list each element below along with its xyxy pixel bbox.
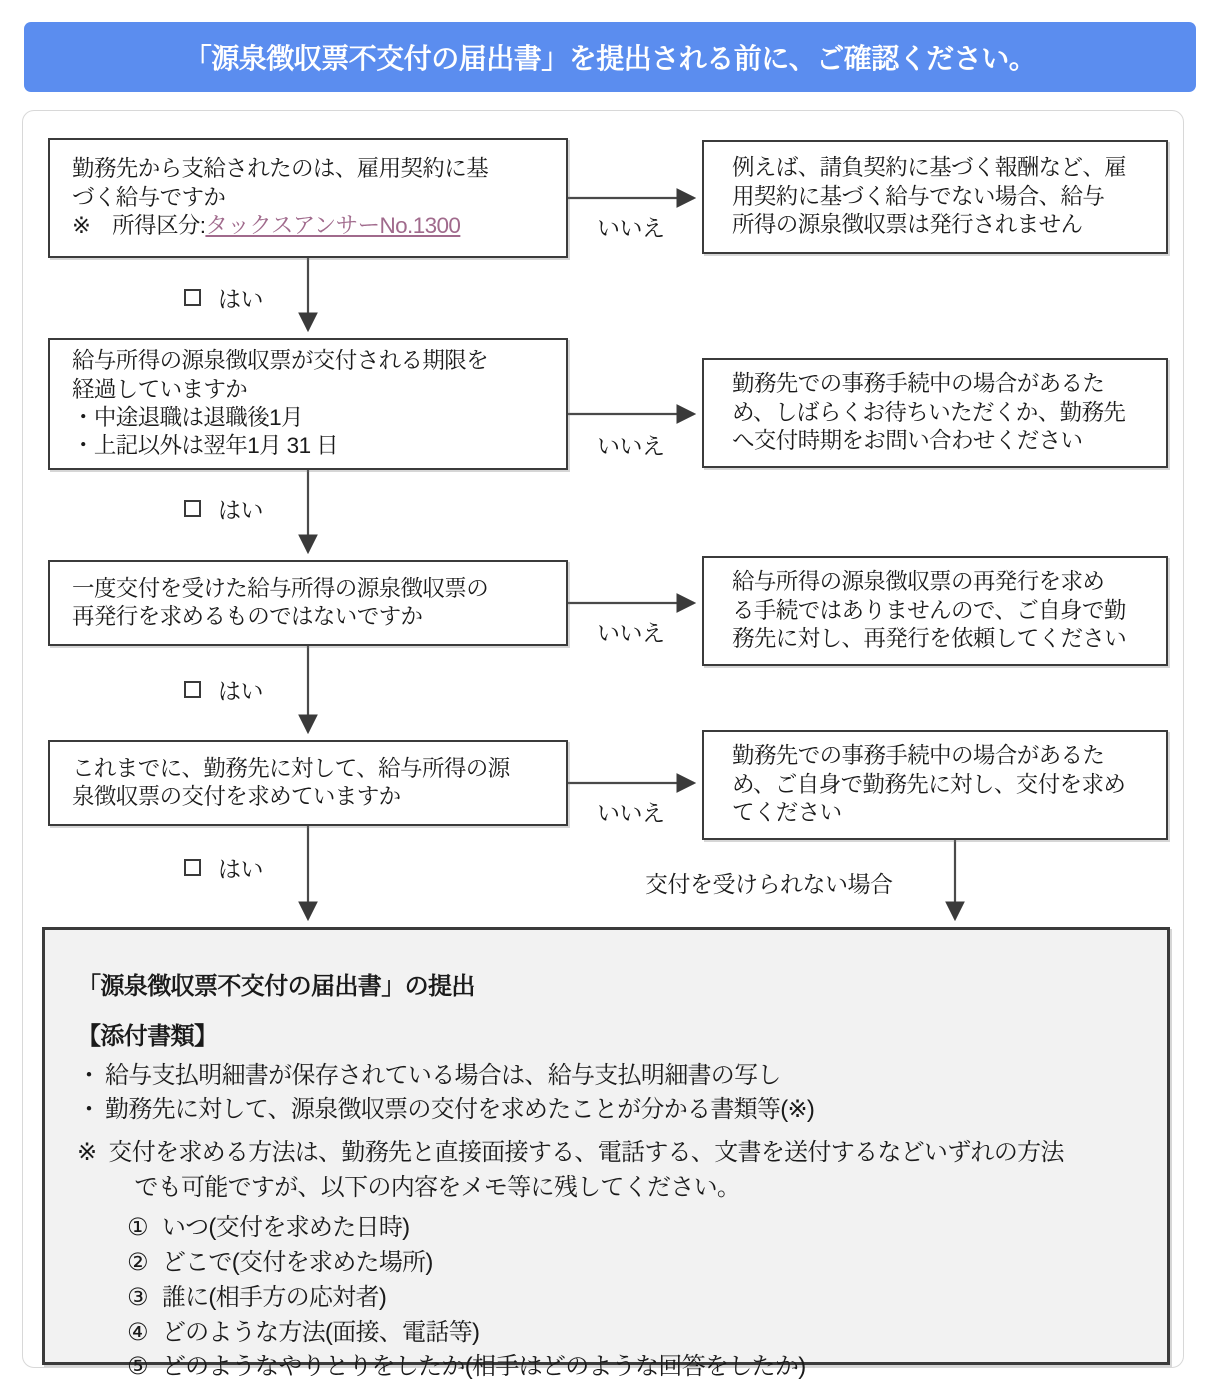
question-2-line-2: 経過していますか	[72, 376, 248, 402]
answer-4-line-3: てください	[732, 800, 842, 826]
answer-1-line-1: 例えば、請負契約に基づく報酬など、雇	[732, 155, 1127, 181]
branch-label-yes-2[interactable]	[184, 492, 263, 525]
question-box-2	[48, 338, 568, 470]
answer-box-1	[702, 140, 1168, 254]
list-marker-3: ③	[127, 1283, 148, 1311]
branch-label-yes-1-text: はい	[218, 286, 263, 312]
note-mark-icon: ※	[77, 1139, 97, 1167]
checkbox-empty-icon[interactable]	[184, 289, 201, 306]
list-marker-1: ①	[127, 1214, 148, 1242]
question-1-note	[72, 212, 552, 240]
list-item-1-text: いつ(交付を求めた日時)	[161, 1214, 410, 1242]
result-note-line-2: でも可能ですが、以下の内容をメモ等に残してください。	[134, 1174, 741, 1202]
list-item-3-text: 誰に(相手方の応対者)	[161, 1283, 387, 1311]
result-bullet-1-text: 給与支払明細書が保存されている場合は、給与支払明細書の写し	[105, 1062, 781, 1089]
result-bullet-item	[77, 1093, 1137, 1127]
list-marker-2: ②	[127, 1249, 148, 1277]
checkbox-empty-icon[interactable]	[184, 681, 201, 698]
list-item	[127, 1211, 1137, 1246]
page-title: 「源泉徴収票不交付の届出書」を提出される前に、ご確認ください。	[183, 43, 1037, 74]
question-1-line-2: づく給与ですか	[72, 184, 226, 210]
bullet-mark-icon: ・	[77, 1096, 101, 1124]
answer-3-line-1: 給与所得の源泉徴収票の再発行を求め	[732, 569, 1105, 595]
question-4-line-2: 泉徴収票の交付を求めていますか	[72, 784, 401, 809]
answer-1-line-2: 用契約に基づく給与でない場合、給与	[732, 183, 1105, 209]
result-box	[42, 927, 1170, 1381]
answer-2-line-1: 勤務先での事務手続中の場合があるた	[732, 371, 1105, 397]
branch-label-no-1: いいえ	[597, 215, 665, 241]
branch-label-yes-3-text: はい	[218, 678, 263, 704]
question-4-line-1: これまでに、勤務先に対して、給与所得の源	[72, 755, 510, 781]
question-1-note-prefix: ※ 所得区分:	[72, 213, 206, 239]
question-3-line-2: 再発行を求めるものではないですか	[72, 604, 423, 629]
answer-2-line-2: め、しばらくお待ちいただくか、勤務先	[732, 399, 1126, 425]
branch-label-no-4: いいえ	[597, 800, 665, 826]
branch-label-yes-4[interactable]	[184, 851, 263, 884]
answer-3-line-2: る手続ではありませんので、ご自身で勤	[732, 597, 1126, 623]
bullet-mark-icon: ・	[77, 1062, 101, 1089]
result-attachments-heading: 【添付書類】	[77, 1023, 218, 1050]
answer-box-2	[702, 358, 1168, 468]
checkbox-empty-icon[interactable]	[184, 500, 201, 517]
question-box-4	[48, 740, 568, 826]
result-numbered-list	[77, 1211, 1137, 1385]
answer-3-line-3: 務先に対し、再発行を依頼してください	[732, 626, 1127, 652]
branch-label-no-2: いいえ	[597, 433, 665, 459]
tax-answer-link[interactable]: タックスアンサーNo.1300	[205, 213, 461, 239]
question-2-line-3: ・中途退職は退職後1月	[72, 405, 303, 430]
answer-2-line-3: へ交付時期をお問い合わせください	[732, 428, 1083, 454]
answer-box-3	[702, 556, 1168, 666]
list-marker-4: ④	[127, 1318, 148, 1346]
result-bullet-2-text: 勤務先に対して、源泉徴収票の交付を求めたことが分かる書類等(※)	[105, 1096, 815, 1124]
question-2-line-1: 給与所得の源泉徴収票が交付される期限を	[72, 348, 489, 374]
list-item	[127, 1350, 1137, 1385]
question-2-line-4: ・上記以外は翌年1月 31 日	[72, 433, 339, 459]
result-bullet-item	[77, 1059, 1137, 1093]
list-item-5-text: どのようなやりとりをしたか(相手はどのような回答をしたか)	[161, 1353, 806, 1381]
branch-label-no-3: いいえ	[597, 620, 665, 646]
list-item	[127, 1316, 1137, 1351]
condition-label-not-issued: 交付を受けられない場合	[645, 871, 893, 897]
question-box-3	[48, 560, 568, 646]
branch-label-yes-1[interactable]	[184, 281, 263, 314]
result-note	[77, 1135, 1137, 1205]
answer-4-line-1: 勤務先での事務手続中の場合があるた	[732, 743, 1105, 769]
page-header-banner	[24, 22, 1196, 92]
branch-label-yes-4-text: はい	[218, 856, 263, 882]
list-item	[127, 1281, 1137, 1316]
result-note-line-1: 交付を求める方法は、勤務先と直接面接する、電話する、文書を送付するなどいずれの方法	[108, 1139, 1064, 1167]
list-item	[127, 1246, 1137, 1281]
list-marker-5: ⑤	[127, 1353, 148, 1381]
answer-4-line-2: め、ご自身で勤務先に対し、交付を求め	[732, 771, 1126, 797]
question-1-line-1: 勤務先から支給されたのは、雇用契約に基	[72, 156, 489, 182]
result-title: 「源泉徴収票不交付の届出書」の提出	[77, 973, 475, 1000]
answer-1-line-3: 所得の源泉徴収票は発行されません	[732, 212, 1083, 238]
branch-label-yes-3[interactable]	[184, 673, 263, 706]
branch-label-yes-2-text: はい	[218, 497, 263, 523]
question-box-1	[48, 138, 568, 258]
question-3-line-1: 一度交付を受けた給与所得の源泉徴収票の	[72, 575, 489, 601]
answer-box-4	[702, 730, 1168, 840]
list-item-4-text: どのような方法(面接、電話等)	[161, 1318, 480, 1346]
checkbox-empty-icon[interactable]	[184, 859, 201, 876]
result-note-body	[108, 1135, 1063, 1205]
list-item-2-text: どこで(交付を求めた場所)	[161, 1249, 433, 1277]
